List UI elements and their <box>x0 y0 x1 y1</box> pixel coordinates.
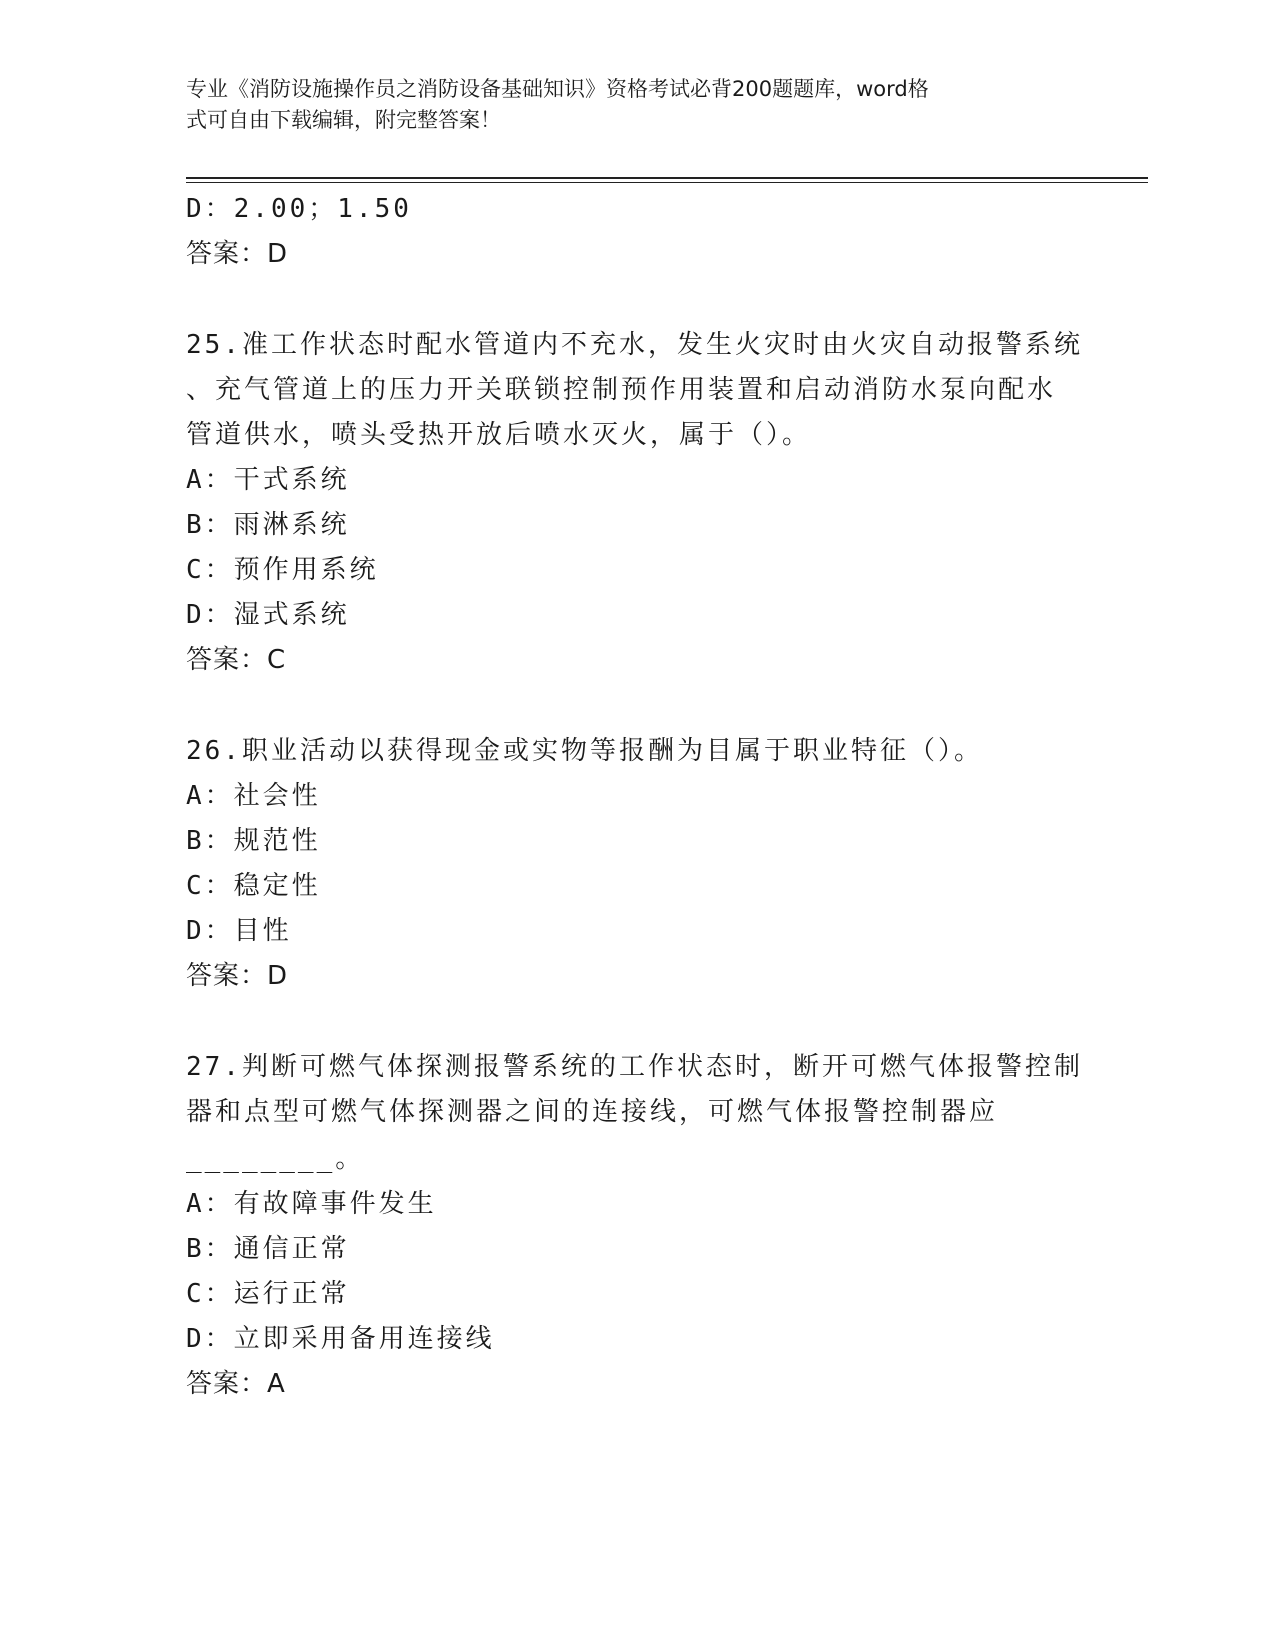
option-b: B：规范性 <box>186 826 321 856</box>
answer-line: 答案：D <box>186 239 289 269</box>
question-stem-line: 、充气管道上的压力开关联锁控制预作用装置和启动消防水泵向配水 <box>186 375 1057 405</box>
question-stem-blank: ________。 <box>186 1144 365 1174</box>
option-c: C：运行正常 <box>186 1279 350 1309</box>
option-c: C：稳定性 <box>186 871 321 901</box>
header-line-1: 专业《消防设施操作员之消防设备基础知识》资格考试必背200题题库，word格 <box>186 77 929 101</box>
answer-line: 答案：A <box>186 1369 286 1399</box>
question-26 <box>186 729 1086 999</box>
option-d: D：湿式系统 <box>186 600 350 630</box>
question-list <box>186 187 1086 1407</box>
option-b: B：雨淋系统 <box>186 510 350 540</box>
header-rule-thin <box>186 182 1148 183</box>
answer-line: 答案：C <box>186 645 287 675</box>
option-a: A：干式系统 <box>186 465 350 495</box>
option-c: C：预作用系统 <box>186 555 379 585</box>
question-25 <box>186 323 1086 683</box>
option-d: D：立即采用备用连接线 <box>186 1324 495 1354</box>
option-d: D：2.00；1.50 <box>186 194 412 224</box>
header-line-2: 式可自由下载编辑，附完整答案！ <box>186 108 501 132</box>
option-d: D：目性 <box>186 916 292 946</box>
question-stem-line: 器和点型可燃气体探测器之间的连接线，可燃气体报警控制器应 <box>186 1097 999 1127</box>
document-header <box>186 74 1066 136</box>
question-stem-line: 26.职业活动以获得现金或实物等报酬为目属于职业特征（）。 <box>186 736 983 766</box>
question-stem-line: 25.准工作状态时配水管道内不充水，发生火灾时由火灾自动报警系统 <box>186 330 1083 360</box>
previous-question-tail <box>186 187 1086 277</box>
question-stem-line: 27.判断可燃气体探测报警系统的工作状态时，断开可燃气体报警控制 <box>186 1052 1083 1082</box>
answer-line: 答案：D <box>186 961 289 991</box>
option-b: B：通信正常 <box>186 1234 350 1264</box>
question-27 <box>186 1045 1086 1407</box>
option-a: A：有故障事件发生 <box>186 1189 437 1219</box>
header-rule-thick <box>186 177 1148 179</box>
option-a: A：社会性 <box>186 781 321 811</box>
question-stem-line: 管道供水，喷头受热开放后喷水灭火，属于（）。 <box>186 420 812 450</box>
